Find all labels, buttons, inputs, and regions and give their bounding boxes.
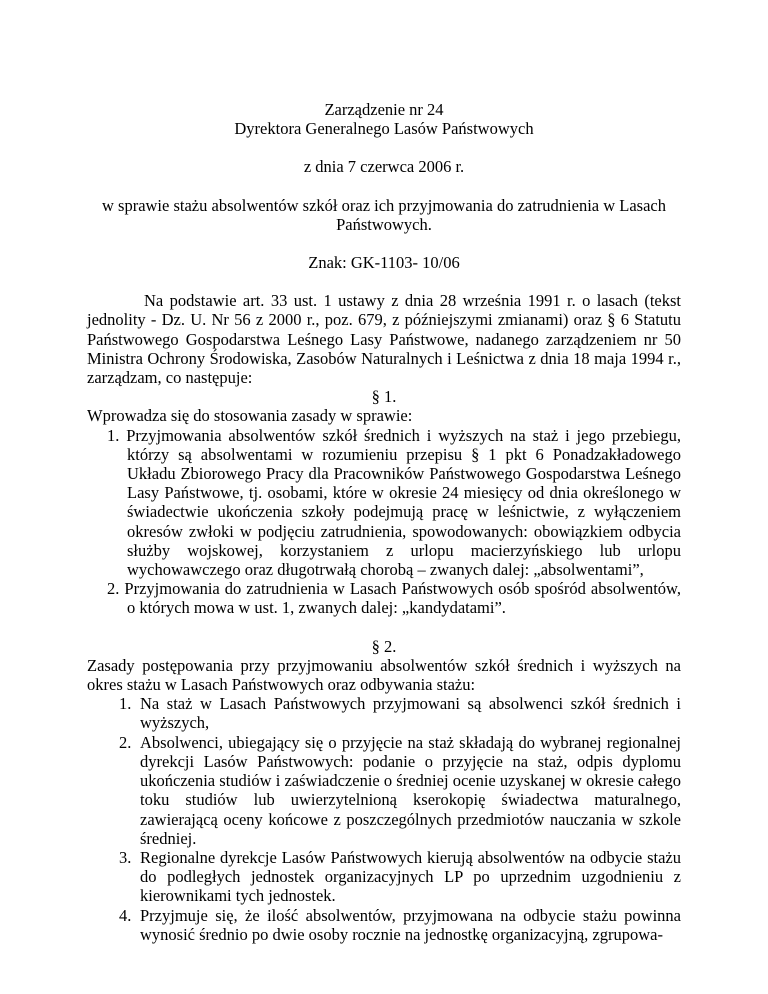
document-date: z dnia 7 czerwca 2006 r. — [303, 157, 465, 177]
legal-basis-paragraph: Na podstawie art. 33 ust. 1 ustawy z dnia 28 września 1991 r. o lasach (tekst jednolity - Dz. U. Nr 56 z 2000 r., poz. 679, z późniejszymi zmianami) oraz § 6 Statutu Państwowego Gospodarstwa Leśnego Lasy Państwowe, nadanego zarządzeniem nr 50 Ministra Ochrony Środowiska, Zasobów Naturalnych i Leśnictwa z dnia 18 maja 1994 r., zarządzam, co następuje: — [87, 291, 681, 388]
section-2-item — [119, 847, 681, 906]
item-text: Przyjmuje się, że ilość absolwentów, przyjmowana na odbycie stażu powinna wynosić średnio po dwie osoby rocznie na jednostkę organizacyjną, zgrupowa- — [140, 905, 681, 944]
item-number: 2. — [119, 732, 132, 752]
document-body — [87, 100, 681, 944]
item-text: Regionalne dyrekcje Lasów Państwowych kierują absolwentów na odbycie stażu do podległych jednostek organizacyjnych LP po uprzednim uzgodnieniu z kierownikami tych jednostek. — [140, 847, 681, 906]
title-line-2: Dyrektora Generalnego Lasów Państwowych — [234, 119, 534, 139]
section-1-item: 2. Przyjmowania do zatrudnienia w Lasach Państwowych osób spośród absolwentów, o których mowa w ust. 1, zwanych dalej: „kandydatami”. — [107, 579, 681, 618]
item-text: Na staż w Lasach Państwowych przyjmowani są absolwenci szkół średnich i wyższych, — [140, 694, 681, 733]
section-2-item — [119, 732, 681, 848]
item-text: Absolwenci, ubiegający się o przyjęcie na staż składają do wybranej regionalnej dyrekcji Lasów Państwowych: podanie o przyjęcie na staż, odpis dyplomu ukończenia studiów i zaświadczenie o średniej ocenie uzyskanej w okresie całego toku studiów lub uwierzytelnioną kserokopię świadectwa maturalnego, zawierającą oceny końcowe z poszczególnych przedmiotów nauczania w szkole średniej. — [140, 732, 681, 848]
section-2-item — [119, 694, 681, 733]
document-subject: w sprawie stażu absolwentów szkół oraz ich przyjmowania do zatrudnienia w Lasach Państwowych. — [101, 195, 666, 234]
document-title — [87, 100, 681, 138]
section-2-intro: Zasady postępowania przy przyjmowaniu absolwentów szkół średnich i wyższych na okres stażu w Lasach Państwowych oraz odbywania stażu: — [87, 655, 681, 695]
section-2-item — [119, 905, 681, 944]
item-number: 1. — [119, 694, 132, 714]
section-2 — [87, 637, 681, 944]
item-number: 4. — [119, 905, 132, 925]
item-number: 3. — [119, 847, 132, 867]
section-1-item: 1. Przyjmowania absolwentów szkół średnich i wyższych na staż i jego przebiegu, którzy są absolwentami w rozumieniu przepisu § 1 pkt 6 Ponadzakładowego Układu Zbiorowego Pracy dla Pracowników Państwowego Gospodarstwa Leśnego Lasy Państwowe, tj. osobami, które w okresie 24 miesięcy od dnia określonego w świadectwie ukończenia szkoły podejmują pracę w leśnictwie, z wyłączeniem okresów zwłoki w podjęciu zatrudnienia, spowodowanych: obowiązkiem odbycia służby wojskowej, korzystaniem z urlopu macierzyńskiego lub urlopu wychowawczego oraz długotrwałą chorobą – zwanych dalej: „absolwentami”, — [107, 425, 681, 580]
document-sign: Znak: GK-1103- 10/06 — [308, 253, 460, 273]
section-2-list — [87, 694, 681, 944]
section-1-mark: § 1. — [371, 387, 397, 407]
title-line-1: Zarządzenie nr 24 — [324, 100, 444, 119]
section-1-list — [107, 426, 681, 618]
section-1 — [87, 387, 681, 617]
section-2-mark: § 2. — [371, 636, 397, 656]
section-1-intro: Wprowadza się do stosowania zasady w sprawie: — [87, 406, 413, 426]
